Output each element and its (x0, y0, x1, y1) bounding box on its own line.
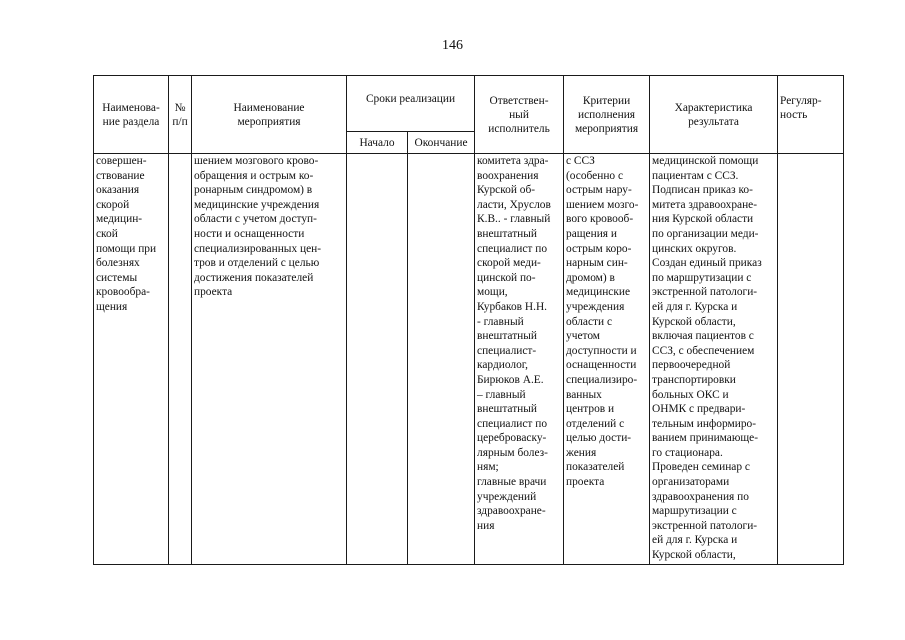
cell-result: медицинской помощи пациентам с ССЗ. Подписан приказ ко- митета здравоохране- ния Курской области по организации меди- цинских округов. Создан единый приказ по маршрутизации с экстренной патологи- ей для г. Курска и Курской области, включая пациентов с ССЗ, с обеспечением первоочередной транспортировки больных ОКС и ОНМК с предвари- тельным информиро- ванием принимающе- го стационара. Проведен семинар с организаторами здравоохранения по маршрутизации с экстренной патологи- ей для г. Курска и Курской области, (650, 154, 778, 565)
cell-activity: шением мозгового крово- обращения и острым ко- ронарным синдромом) в медицинские учреждения области с учетом доступ- ности и оснащенности специализированных цен- тров и отделений с целью достижения показателей проекта (192, 154, 347, 565)
header-responsible: Ответствен- ный исполнитель (475, 76, 564, 154)
header-result: Характеристика результата (650, 76, 778, 154)
cell-criteria: с ССЗ (особенно с острым нару- шением мозго- вого кровооб- ращения и острым коро- нарным син- дромом) в медицинские учреждения области с учетом доступности и оснащенности специализиро- ванных центров и отделений с целью дости- жения показателей проекта (564, 154, 650, 565)
header-regularity: Регуляр- ность (778, 76, 844, 154)
header-criteria: Критерии исполнения мероприятия (564, 76, 650, 154)
cell-regularity (778, 154, 844, 565)
header-implementation-terms: Сроки реализации (347, 76, 475, 132)
table-row (94, 154, 844, 565)
header-item-number: № п/п (169, 76, 192, 154)
cell-start (347, 154, 408, 565)
cell-responsible: комитета здра- воохранения Курской об- ласти, Хруслов К.В.. - главный внештатный специалист по скорой меди- цинской по- мощи, Курбаков Н.Н. - главный внештатный специалист- кардиолог, Бирюков А.Е. – главный внештатный специалист по цереброваску- лярным болез- ням; главные врачи учреждений здравоохране- ния (475, 154, 564, 565)
header-activity-name: Наименование мероприятия (192, 76, 347, 154)
cell-section: совершен- ствование оказания скорой медицин- ской помощи при болезнях системы кровообра- щения (94, 154, 169, 565)
cell-end (408, 154, 475, 565)
header-start: Начало (347, 132, 408, 154)
cell-number (169, 154, 192, 565)
page-number: 146 (442, 38, 463, 53)
header-section-name: Наименова- ние раздела (94, 76, 169, 154)
activity-table (93, 75, 844, 565)
header-end: Окончание (408, 132, 475, 154)
